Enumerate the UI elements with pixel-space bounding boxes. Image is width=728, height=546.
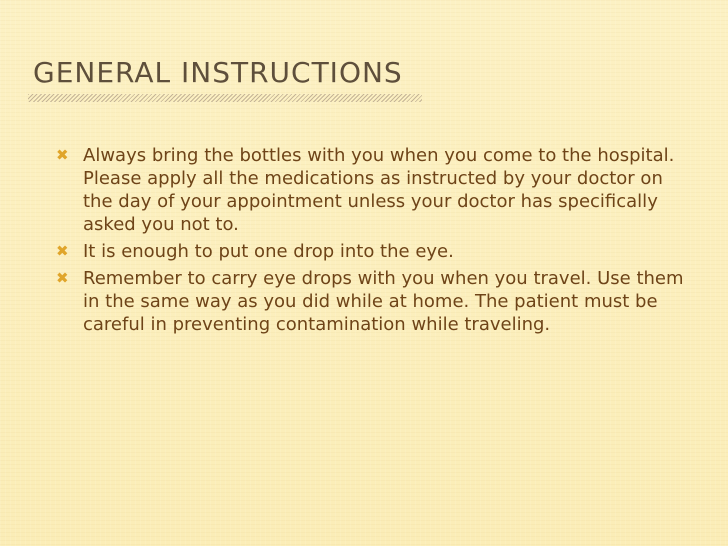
bullet-text: Remember to carry eye drops with you when you travel. Use them in the same way as you did while at home. The patient must be careful in preventing contamination while traveling. — [83, 268, 684, 335]
x-bullet-icon: ✖ — [56, 269, 69, 287]
bullet-item — [56, 267, 696, 336]
bullet-list — [56, 144, 696, 340]
bullet-item — [56, 144, 696, 236]
bullet-text: Always bring the bottles with you when you come to the hospital. Please apply all the medications as instructed by your doctor on the day of your appointment unless your doctor has specifically asked you not to. — [83, 145, 675, 235]
x-bullet-icon: ✖ — [56, 242, 69, 260]
bullet-text: It is enough to put one drop into the eye. — [83, 241, 454, 262]
bullet-item — [56, 240, 696, 263]
slide-title: GENERAL INSTRUCTIONS — [33, 56, 403, 89]
x-bullet-icon: ✖ — [56, 146, 69, 164]
title-underline — [28, 94, 422, 102]
